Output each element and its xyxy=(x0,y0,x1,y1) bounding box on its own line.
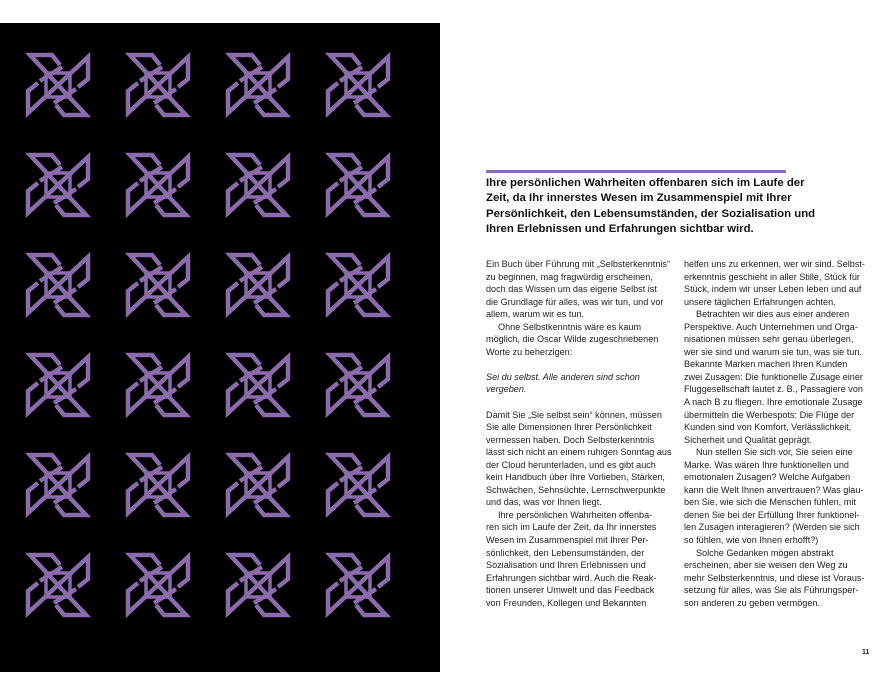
paragraph-line: übermitteln die Werbespots: Die Flüge der xyxy=(684,409,855,420)
paragraph-line: möglich, die Oscar Wilde zugeschriebenen xyxy=(486,334,659,345)
paragraph-line: kein Handbuch über Ihre Vorlieben, Stärken, xyxy=(486,472,665,483)
paragraph-line: so fühlen, wie von Ihnen erhofft?) xyxy=(684,535,819,546)
paragraph-line: vermessen haben. Doch Selbsterkenntnis xyxy=(486,434,655,445)
paragraph-line: zu beginnen, mag fragwürdig erscheinen, xyxy=(486,271,653,282)
paragraph-line: Fluggesellschaft lautet z. B., Passagiere von xyxy=(684,384,863,395)
quote-line: Sei du selbst. Alle anderen sind schon xyxy=(486,371,640,382)
headline-line: Ihre persönlichen Wahrheiten offenbaren sich im Laufe der xyxy=(486,177,805,189)
pinwheel-star-icon xyxy=(128,255,188,315)
pinwheel-star-icon xyxy=(28,155,88,215)
paragraph-line: wer sie sind und warum sie tun, was sie tun. xyxy=(684,346,862,357)
left-page-pattern xyxy=(0,23,440,672)
paragraph-line: erscheinen, aber sie weisen den Weg zu xyxy=(684,560,848,571)
pinwheel-star-icon xyxy=(228,355,288,415)
paragraph-line: Stück, indem wir unser Leben leben und auf xyxy=(684,284,862,295)
paragraph-line: son anderen zu geben vermögen. xyxy=(684,597,820,608)
paragraph-line: ren sich im Laufe der Zeit, da Ihr innerstes xyxy=(486,522,657,533)
pinwheel-star-icon xyxy=(128,455,188,515)
pinwheel-star-icon xyxy=(328,255,388,315)
paragraph-line: Kunden sind von Komfort, Verlässlichkeit, xyxy=(684,422,852,433)
pinwheel-star-icon xyxy=(328,455,388,515)
paragraph-line: Betrachten wir dies aus einer anderen xyxy=(696,309,850,320)
paragraph-line: doch das Wissen um das eigene Selbst ist xyxy=(486,284,657,295)
paragraph-line: nisationen müssen sehr genau überlegen, xyxy=(684,334,854,345)
pinwheel-star-icon xyxy=(328,155,388,215)
paragraph-line: kann die Welt Ihnen anvertrauen? Was glau- xyxy=(684,484,864,495)
paragraph-line: lässt sich nicht an einem ruhigen Sonntag aus xyxy=(486,447,672,458)
paragraph-line: Erfahrungen sichtbar wird. Auch die Reak- xyxy=(486,572,657,583)
pinwheel-star-icon xyxy=(128,55,188,115)
paragraph-line: Marke. Was wären Ihre funktionellen und xyxy=(684,459,849,470)
paragraph-gap xyxy=(486,358,682,371)
paragraph-line: Ihre persönlichen Wahrheiten offenba- xyxy=(498,509,653,520)
pinwheel-star-icon xyxy=(228,455,288,515)
paragraph-line: helfen uns zu erkennen, wer wir sind. Selbst- xyxy=(684,259,865,269)
text-column-2 xyxy=(684,258,872,609)
paragraph-line: Ein Buch über Führung mit „Selbsterkenntnis“ xyxy=(486,259,670,269)
paragraph-line: und das, was vor Ihnen liegt. xyxy=(486,497,602,508)
pinwheel-star-icon xyxy=(28,555,88,615)
paragraph-line: setzung für alles, was Sie als Führungsper- xyxy=(684,585,859,596)
paragraph-line: ben Sie, wie sich die Menschen fühlen, mit xyxy=(684,497,856,508)
paragraph-line: A nach B zu fliegen. Ihre emotionale Zusage xyxy=(684,397,863,408)
text-column-1 xyxy=(486,258,682,609)
paragraph-line: Damit Sie „Sie selbst sein“ können, müssen xyxy=(486,409,662,420)
paragraph-line: denen Sie bei der Erfüllung Ihrer funktionel- xyxy=(684,509,860,520)
pinwheel-star-icon xyxy=(328,55,388,115)
paragraph-line: Sozialisation und Ihren Erlebnissen und xyxy=(486,560,646,571)
pinwheel-star-icon xyxy=(128,155,188,215)
paragraph-line: tionen unserer Umwelt und das Feedback xyxy=(486,585,655,596)
pinwheel-star-icon xyxy=(28,455,88,515)
pinwheel-star-icon xyxy=(328,555,388,615)
pinwheel-star-icon xyxy=(228,155,288,215)
paragraph-line: der Cloud herunterladen, und es gibt auch xyxy=(486,459,656,470)
pinwheel-star-icon xyxy=(28,355,88,415)
pinwheel-star-icon xyxy=(128,355,188,415)
paragraph-line: Bekannte Marken machen Ihren Kunden xyxy=(684,359,848,370)
paragraph-line: Perspektive. Auch Unternehmen und Orga- xyxy=(684,321,858,332)
pinwheel-star-icon xyxy=(28,55,88,115)
headline xyxy=(486,176,816,237)
paragraph-line: Sicherheit und Qualität geprägt. xyxy=(684,434,812,445)
paragraph-line: allem, warum wir es tun. xyxy=(486,309,585,320)
pattern-svg xyxy=(0,23,440,672)
headline-line: Zeit, da Ihr innerstes Wesen im Zusammenspiel mit Ihrer xyxy=(486,192,792,205)
paragraph-line: erkenntnis geschieht in aller Stille, Stück für xyxy=(684,271,860,282)
paragraph-line: zwei Zusagen: Die funktionelle Zusage einer xyxy=(684,371,863,382)
paragraph-line: die Grundlage für alles, was wir tun, und vor xyxy=(486,296,664,307)
headline-line: Persönlichkeit, den Lebensumständen, der Sozialisation und xyxy=(486,207,816,220)
paragraph-line: mehr Selbsterkenntnis, und diese ist Voraus- xyxy=(684,572,865,583)
paragraph-line: Ohne Selbstkenntnis wäre es kaum xyxy=(498,321,642,332)
paragraph-line: sönlichkeit, den Lebensumständen, der xyxy=(486,547,645,558)
paragraph-line: Solche Gedanken mögen abstrakt xyxy=(696,547,834,558)
pinwheel-star-icon xyxy=(228,255,288,315)
headline-line: Ihren Erlebnissen und Erfahrungen sichtbar wird. xyxy=(486,222,754,235)
paragraph-line: Sie alle Dimensionen Ihrer Persönlichkeit xyxy=(486,422,652,433)
paragraph-line: unsere täglichen Erfahrungen achten. xyxy=(684,296,836,307)
paragraph-gap xyxy=(486,396,682,409)
pinwheel-star-icon xyxy=(28,255,88,315)
page-number: 11 xyxy=(862,649,870,656)
paragraph-line: von Freunden, Kollegen und Bekannten xyxy=(486,597,647,608)
paragraph-line: Worte zu beherzigen: xyxy=(486,346,573,357)
paragraph-line: Wesen im Zusammenspiel mit Ihrer Per- xyxy=(486,535,649,546)
pinwheel-star-icon xyxy=(128,555,188,615)
paragraph-line: len Zusagen interagieren? (Werden sie sich xyxy=(684,522,860,533)
pinwheel-star-icon xyxy=(328,355,388,415)
headline-rule xyxy=(486,170,786,173)
pinwheel-star-icon xyxy=(228,55,288,115)
pinwheel-star-icon xyxy=(228,555,288,615)
paragraph-line: Schwächen, Sehnsüchte, Lernschwerpunkte xyxy=(486,484,666,495)
paragraph-line: Nun stellen Sie sich vor, Sie seien eine xyxy=(696,447,853,458)
paragraph-line: emotionalen Zusagen? Welche Aufgaben xyxy=(684,472,851,483)
quote-line: vergeben. xyxy=(486,384,527,395)
